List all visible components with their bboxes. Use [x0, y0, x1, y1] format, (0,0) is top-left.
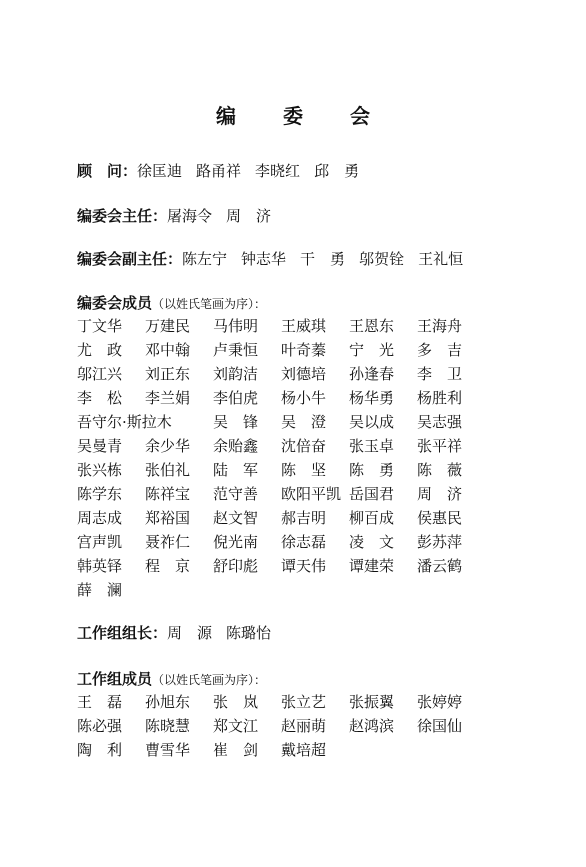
- member-name: 万建民: [145, 317, 191, 335]
- deputy-director-name: 陈左宁: [182, 250, 228, 268]
- member-name: 李兰娟: [145, 389, 191, 407]
- advisors-label: 顾 问：: [77, 162, 138, 180]
- member-name: 卢秉恒: [213, 341, 259, 359]
- working-group-members-heading: [77, 668, 266, 689]
- member-name: 郑裕国: [145, 509, 191, 527]
- member-name: 欧阳平凯: [281, 485, 342, 503]
- member-name: 赵文智: [213, 509, 259, 527]
- member-name: 余贻鑫: [213, 437, 259, 455]
- member-name: 李伯虎: [213, 389, 259, 407]
- member-name: 张兴栋: [77, 461, 123, 479]
- members-heading: [77, 292, 266, 313]
- member-name: 王海舟: [417, 317, 463, 335]
- working-group-member-name: 张立艺: [281, 693, 327, 711]
- advisor-name: 路甬祥: [196, 162, 242, 180]
- working-group-row: [77, 714, 485, 738]
- member-name: 谭天伟: [281, 557, 327, 575]
- member-name: 陆 军: [213, 461, 259, 479]
- deputy-director-name: 邬贺铨: [359, 250, 405, 268]
- working-group-member-name: 张振翼: [349, 693, 395, 711]
- member-name: 马伟明: [213, 317, 259, 335]
- working-group-member-name: 郑文江: [213, 717, 259, 735]
- member-row: [77, 338, 485, 362]
- member-name: 吴以成: [349, 413, 395, 431]
- member-row: [77, 482, 485, 506]
- working-group-member-name: 曹雪华: [145, 741, 191, 759]
- member-name: 彭苏萍: [417, 533, 463, 551]
- member-name: 程 京: [145, 557, 191, 575]
- working-group-members-label: 工作组成员: [77, 670, 153, 688]
- member-name: 丁文华: [77, 317, 123, 335]
- member-name: 谭建荣: [349, 557, 395, 575]
- member-row: [77, 554, 485, 578]
- deputy-directors-label: 编委会副主任：: [77, 250, 183, 268]
- member-name: 张玉卓: [349, 437, 395, 455]
- member-name: 陈 坚: [281, 461, 327, 479]
- advisors-line: [77, 160, 359, 181]
- working-group-leader-name: 周 源: [167, 624, 213, 642]
- member-row: [77, 434, 485, 458]
- working-group-row: [77, 738, 485, 762]
- members-note: （以姓氏笔画为序）：: [152, 297, 267, 311]
- member-name: 陈 勇: [349, 461, 395, 479]
- working-group-member-name: 徐国仙: [417, 717, 463, 735]
- member-name: 邬江兴: [77, 365, 123, 383]
- member-name: 张伯礼: [145, 461, 191, 479]
- member-name: 范守善: [213, 485, 259, 503]
- member-name: 王威琪: [281, 317, 327, 335]
- working-group-member-name: 张婷婷: [417, 693, 463, 711]
- member-name: 王恩东: [349, 317, 395, 335]
- member-name: 吴志强: [417, 413, 463, 431]
- working-group-leader-label: 工作组组长：: [77, 624, 168, 642]
- member-name: 叶奇蓁: [281, 341, 327, 359]
- member-row: [77, 458, 485, 482]
- deputy-directors-line: [77, 248, 463, 269]
- director-line: [77, 205, 271, 226]
- director-label: 编委会主任：: [77, 207, 168, 225]
- member-row: [77, 362, 485, 386]
- member-name: 韩英铎: [77, 557, 123, 575]
- member-name: 侯惠民: [417, 509, 463, 527]
- working-group-member-name: 陶 利: [77, 741, 123, 759]
- member-name: 周志成: [77, 509, 123, 527]
- working-group-leader-name: 陈璐怡: [226, 624, 272, 642]
- member-name: 吾守尔·斯拉木: [77, 413, 172, 431]
- member-name: 吴 澄: [281, 413, 327, 431]
- member-name: 陈学东: [77, 485, 123, 503]
- member-name: 李 松: [77, 389, 123, 407]
- member-name: 徐志磊: [281, 533, 327, 551]
- member-name: 舒印彪: [213, 557, 259, 575]
- working-group-members-note: （以姓氏笔画为序）：: [152, 673, 267, 687]
- member-row: [77, 386, 485, 410]
- member-name: 柳百成: [349, 509, 395, 527]
- page-title: 编 委 会: [216, 104, 390, 128]
- member-name: 刘韵洁: [213, 365, 259, 383]
- member-row: [77, 578, 485, 602]
- working-group-member-name: 陈必强: [77, 717, 123, 735]
- deputy-director-name: 干 勇: [300, 250, 346, 268]
- member-name: 岳国君: [349, 485, 395, 503]
- working-group-member-name: 戴培超: [281, 741, 327, 759]
- member-row: [77, 530, 485, 554]
- member-row: [77, 314, 485, 338]
- member-name: 聂祚仁: [145, 533, 191, 551]
- member-name: 凌 文: [349, 533, 395, 551]
- member-name: 吴 锋: [213, 413, 259, 431]
- member-name: 郝吉明: [281, 509, 327, 527]
- advisor-name: 李晓红: [255, 162, 301, 180]
- member-name: 多 吉: [417, 341, 463, 359]
- working-group-leader-line: [77, 622, 271, 643]
- member-name: 潘云鹤: [417, 557, 463, 575]
- deputy-director-name: 王礼恒: [418, 250, 464, 268]
- member-name: 刘正东: [145, 365, 191, 383]
- member-row: [77, 410, 485, 434]
- member-name: 宁 光: [349, 341, 395, 359]
- member-name: 刘德培: [281, 365, 327, 383]
- members-grid: [77, 314, 485, 602]
- member-name: 孙逢春: [349, 365, 395, 383]
- member-name: 张平祥: [417, 437, 463, 455]
- member-name: 杨小牛: [281, 389, 327, 407]
- member-name: 薛 澜: [77, 581, 123, 599]
- member-name: 李 卫: [417, 365, 463, 383]
- working-group-member-name: 赵鸿滨: [349, 717, 395, 735]
- advisor-name: 邱 勇: [314, 162, 360, 180]
- member-row: [77, 506, 485, 530]
- member-name: 杨胜利: [417, 389, 463, 407]
- member-name: 邓中翰: [145, 341, 191, 359]
- deputy-director-name: 钟志华: [241, 250, 287, 268]
- member-name: 周 济: [417, 485, 463, 503]
- member-name: 沈倍奋: [281, 437, 327, 455]
- member-name: 余少华: [145, 437, 191, 455]
- working-group-row: [77, 690, 485, 714]
- working-group-member-name: 赵丽萌: [281, 717, 327, 735]
- advisor-name: 徐匡迪: [137, 162, 183, 180]
- member-name: 尤 政: [77, 341, 123, 359]
- members-label: 编委会成员: [77, 294, 153, 312]
- working-group-member-name: 张 岚: [213, 693, 259, 711]
- member-name: 宫声凯: [77, 533, 123, 551]
- director-name: 屠海令: [167, 207, 213, 225]
- director-name: 周 济: [226, 207, 272, 225]
- working-group-members-grid: [77, 690, 485, 762]
- member-name: 倪光南: [213, 533, 259, 551]
- working-group-member-name: 陈晓慧: [145, 717, 191, 735]
- member-name: 吴曼青: [77, 437, 123, 455]
- member-name: 陈 薇: [417, 461, 463, 479]
- working-group-member-name: 王 磊: [77, 693, 123, 711]
- member-name: 陈祥宝: [145, 485, 191, 503]
- member-name: 杨华勇: [349, 389, 395, 407]
- working-group-member-name: 崔 剑: [213, 741, 259, 759]
- working-group-member-name: 孙旭东: [145, 693, 191, 711]
